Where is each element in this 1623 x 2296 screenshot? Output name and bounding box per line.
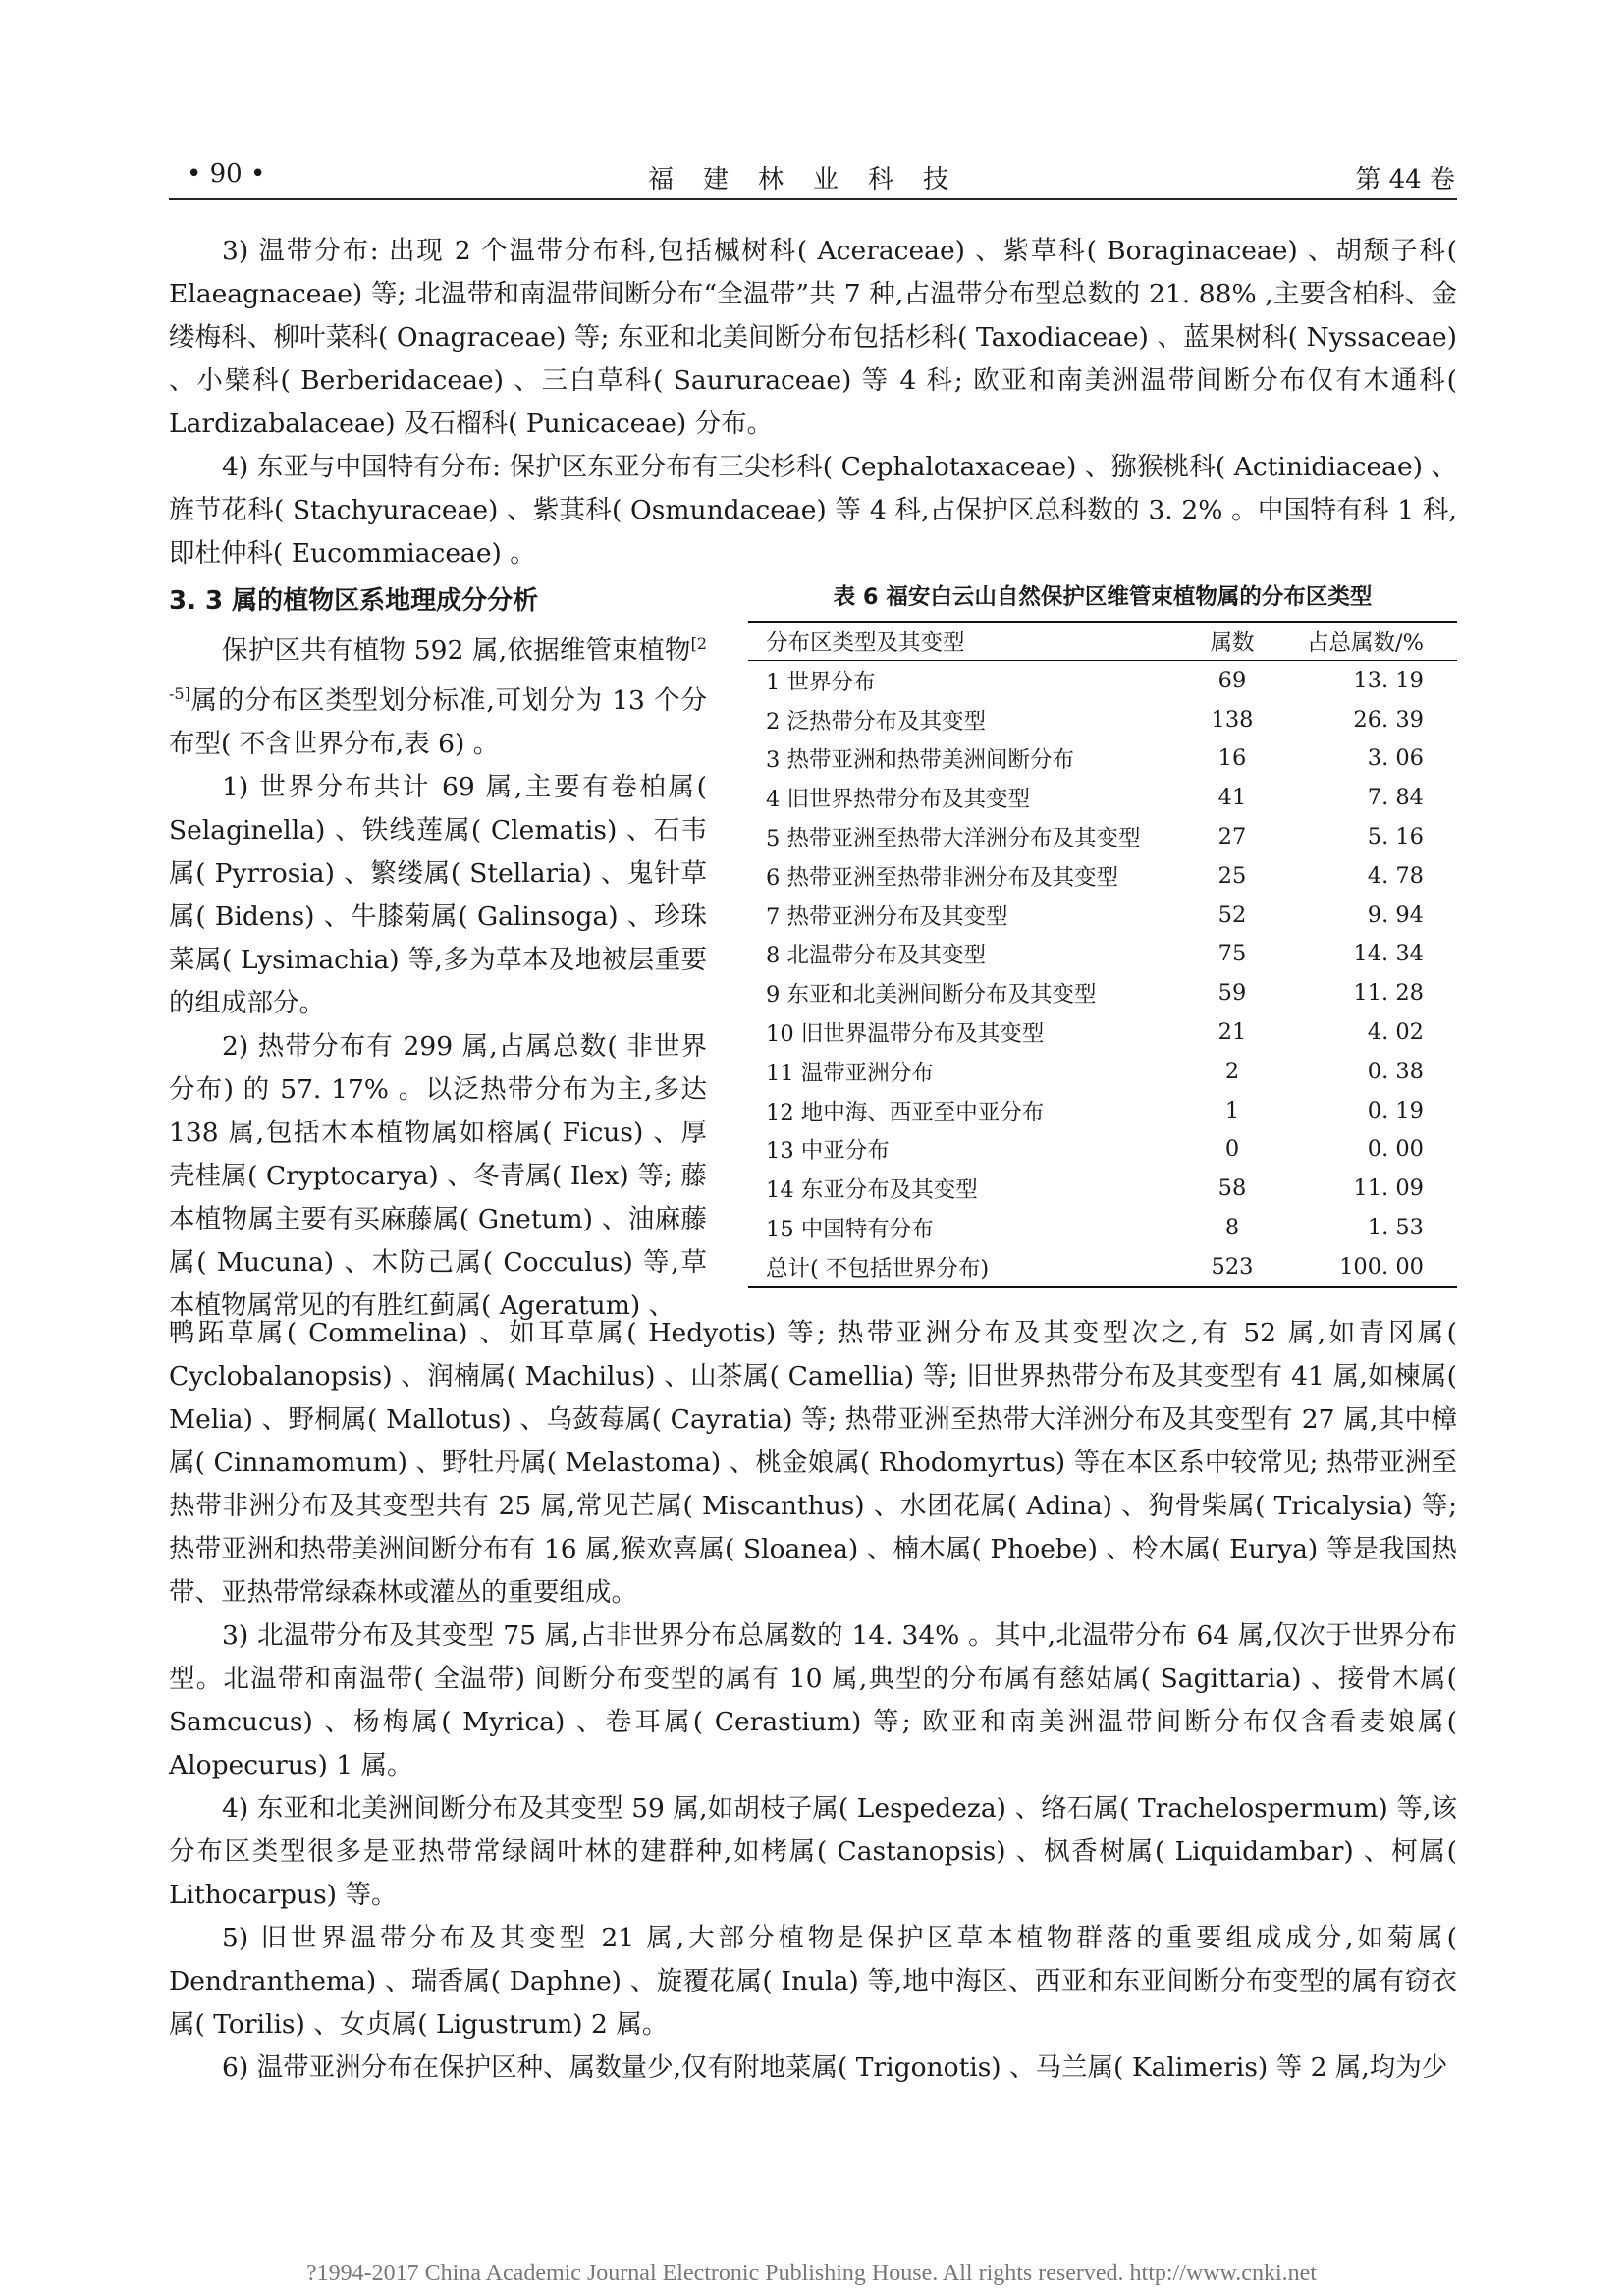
paragraph: 保护区共有植物 592 属,依据维管束植物[2 -5]属的分布区类型划分标准,可划分为 13 个分布型( 不含世界分布,表 6) 。	[169, 634, 707, 759]
table-cell: 0. 38	[1367, 1058, 1424, 1084]
table-cell: 11 温带亚洲分布	[766, 1060, 934, 1086]
table-cell: 523	[1178, 1247, 1286, 1287]
table-row	[748, 1091, 1457, 1130]
table-cell: 8	[1224, 1215, 1240, 1241]
paragraph: 6) 温带亚洲分布在保护区种、属数量少,仅有附地菜属( Trigonotis) 、马兰属( Kalimeris) 等 2 属,均为少	[222, 2052, 1448, 2083]
table-cell: 1. 53	[1367, 1215, 1424, 1241]
table-cell: 1 世界分布	[766, 669, 876, 695]
table-row	[748, 661, 1457, 700]
table-row	[748, 778, 1457, 817]
distribution-table	[748, 621, 1457, 1288]
table-cell: 21	[1217, 1019, 1247, 1046]
table-row	[748, 817, 1457, 856]
table-cell: 4. 78	[1367, 862, 1424, 889]
table-cell: 5. 16	[1367, 824, 1424, 850]
table-cell: 3. 06	[1367, 745, 1424, 772]
copyright-footer: ?1994-2017 China Academic Journal Electronic Publishing House. All rights reserved. http://www.cnki.net	[306, 2261, 1317, 2286]
bottom-text-block	[169, 1312, 1457, 2090]
table-cell: 2 泛热带分布及其变型	[766, 708, 986, 735]
table-cell: 6 热带亚洲至热带非洲分布及其变型	[766, 864, 1118, 891]
table-row	[748, 896, 1457, 935]
table-cell: 8 北温带分布及其变型	[766, 943, 986, 969]
paragraph: 4) 东亚和北美洲间断分布及其变型 59 属,如胡枝子属( Lespedeza) 、络石属( Trachelospermum) 等,该分布区类型很多是亚热带常绿阔叶林的建群种,如栲属( Castanopsis) 、枫香树属( Liquidambar) 、柯属( Lithocarpus) 等。	[169, 1793, 1457, 1910]
table-cell: 7. 84	[1367, 785, 1424, 811]
table-cell: 15 中国特有分布	[766, 1217, 934, 1243]
table-cell: 0	[1224, 1136, 1240, 1163]
paragraph: 5) 旧世界温带分布及其变型 21 属,大部分植物是保护区草本植物群落的重要组成成分,如菊属( Dendranthema) 、瑞香属( Daphne) 、旋覆花属( Inula) 等,地中海区、西亚和东亚间断分布变型的属有窃衣属( Torilis) 、女贞属( Ligustrum) 2 属。	[169, 1923, 1457, 2040]
table-cell: 11. 28	[1353, 980, 1424, 1007]
top-text-block	[169, 230, 1457, 575]
table-row	[748, 1208, 1457, 1247]
table-row	[748, 856, 1457, 896]
table-row	[748, 739, 1457, 779]
volume-label: 第 44 卷	[1355, 165, 1455, 194]
table-cell: 4. 02	[1367, 1019, 1424, 1046]
section-heading: 3. 3 属的植物区系地理成分分析	[169, 586, 539, 616]
table-6	[748, 581, 1457, 1288]
paragraph: 3) 北温带分布及其变型 75 属,占非世界分布总属数的 14. 34% 。其中,北温带分布 64 属,仅次于世界分布型。北温带和南温带( 全温带) 间断分布变型的属有 10 属,典型的分布属有慈姑属( Sagittaria) 、接骨木属( Samcucus) 、杨梅属( Myrica) 、卷耳属( Cerastium) 等; 欧亚和南美洲温带间断分布仅含看麦娘属( Alopecurus) 1 属。	[169, 1620, 1457, 1780]
table-cell: 16	[1217, 745, 1247, 772]
table-cell: 1	[1224, 1097, 1240, 1123]
table-cell: 26. 39	[1353, 706, 1424, 733]
column-header: 分布区类型及其变型	[748, 622, 1178, 661]
table-cell: 3 热带亚洲和热带美洲间断分布	[766, 747, 1074, 774]
table-caption: 表 6 福安白云山自然保护区维管束植物属的分布区类型	[833, 584, 1373, 610]
table-row	[748, 973, 1457, 1012]
table-row	[748, 1169, 1457, 1208]
table-row	[748, 1130, 1457, 1170]
column-header: 属数	[1178, 622, 1286, 661]
table-cell: 2	[1224, 1058, 1240, 1084]
table-cell: 14. 34	[1353, 941, 1424, 967]
table-cell: 5 热带亚洲至热带大洋洲分布及其变型	[766, 826, 1141, 852]
paragraph: 3) 温带分布: 出现 2 个温带分布科,包括槭树科( Aceraceae) 、紫草科( Boraginaceae) 、胡颓子科( Elaeagnaceae) 等; 北温带和南温带间断分布“全温带”共 7 种,占温带分布型总数的 21. 88% ,主要含柏科、金缕梅科、柳叶菜科( Onagraceae) 等; 东亚和北美间断分布包括杉科( Taxodiaceae) 、蓝果树科( Nyssaceae) 、小檗科( Berberidaceae) 、三白草科( Saururaceae) 等 4 科; 欧亚和南美洲温带间断分布仅有木通科( Lardizabalaceae) 及石榴科( Punicaceae) 分布。	[169, 236, 1457, 439]
table-cell: 0. 00	[1367, 1136, 1424, 1163]
table-cell: 9 东亚和北美洲间断分布及其变型	[766, 982, 1097, 1009]
table-row	[748, 935, 1457, 974]
paragraph: 鸭跖草属( Commelina) 、如耳草属( Hedyotis) 等; 热带亚洲分布及其变型次之,有 52 属,如青冈属( Cyclobalanopsis) 、润楠属( Machilus) 、山茶属( Camellia) 等; 旧世界热带分布及其变型有 41 属,如楝属( Melia) 、野桐属( Mallotus) 、乌蔹莓属( Cayratia) 等; 热带亚洲至热带大洋洲分布及其变型有 27 属,其中樟属( Cinnamomum) 、野牡丹属( Melastoma) 、桃金娘属( Rhodomyrtus) 等在本区系中较常见; 热带亚洲至热带非洲分布及其变型共有 25 属,常见芒属( Miscanthus) 、水团花属( Adina) 、狗骨柴属( Tricalysia) 等; 热带亚洲和热带美洲间断分布有 16 属,猴欢喜属( Sloanea) 、楠木属( Phoebe) 、柃木属( Eurya) 等是我国热带、亚热带常绿森林或灌丛的重要组成。	[169, 1318, 1457, 1608]
table-cell: 25	[1217, 862, 1247, 889]
table-cell: 14 东亚分布及其变型	[766, 1177, 978, 1204]
table-cell: 59	[1217, 980, 1247, 1007]
running-header	[169, 155, 1457, 200]
table-cell: 11. 09	[1353, 1175, 1424, 1202]
left-column	[169, 579, 707, 1328]
table-cell: 总计( 不包括世界分布)	[748, 1247, 1178, 1287]
table-cell: 41	[1217, 785, 1247, 811]
table-cell: 4 旧世界热带分布及其变型	[766, 787, 1030, 813]
table-cell: 69	[1217, 667, 1247, 693]
column-header: 占总属数/%	[1286, 622, 1457, 661]
page-number: • 90 •	[187, 159, 266, 189]
table-cell: 75	[1217, 941, 1247, 967]
table-cell: 100. 00	[1286, 1247, 1457, 1287]
journal-title: 福建林业科技	[647, 165, 978, 194]
paragraph: 4) 东亚与中国特有分布: 保护区东亚分布有三尖杉科( Cephalotaxaceae) 、猕猴桃科( Actinidiaceae) 、旌节花科( Stachyuraceae) 、紫萁科( Osmundaceae) 等 4 科,占保护区总科数的 3. 2% 。中国特有科 1 科,即杜仲科( Eucommiaceae) 。	[169, 452, 1457, 569]
table-cell: 58	[1217, 1175, 1247, 1202]
table-cell: 13. 19	[1353, 667, 1424, 693]
table-cell: 12 地中海、西亚至中亚分布	[766, 1099, 1045, 1125]
table-cell: 13 中亚分布	[766, 1138, 890, 1165]
paragraph: 1) 世界分布共计 69 属,主要有卷柏属( Selaginella) 、铁线莲属( Clematis) 、石韦属( Pyrrosia) 、繁缕属( Stellaria) 、鬼针草属( Bidens) 、牛膝菊属( Galinsoga) 、珍珠菜属( Lysimachia) 等,多为草本及地被层重要的组成部分。	[169, 771, 707, 1018]
table-row	[748, 1247, 1457, 1287]
table-cell: 9. 94	[1367, 902, 1424, 928]
table-cell: 7 热带亚洲分布及其变型	[766, 903, 1008, 930]
citation: [2 -5]	[169, 634, 707, 703]
table-cell: 52	[1217, 902, 1247, 928]
table-header-row	[748, 622, 1457, 661]
table-cell: 0. 19	[1367, 1097, 1424, 1123]
table-row	[748, 1012, 1457, 1052]
table-cell: 27	[1217, 824, 1247, 850]
table-cell: 138	[1211, 706, 1254, 733]
table-cell: 10 旧世界温带分布及其变型	[766, 1021, 1045, 1048]
paragraph: 2) 热带分布有 299 属,占属总数( 非世界分布) 的 57. 17% 。以泛热带分布为主,多达 138 属,包括木本植物属如榕属( Ficus) 、厚壳桂属( Cryptocarya) 、冬青属( Ilex) 等; 藤本植物属主要有买麻藤属( Gnetum) 、油麻藤属( Mucuna) 、木防己属( Cocculus) 等,草本植物属常见的有胜红蓟属( Ageratum) 、	[169, 1030, 707, 1321]
table-row	[748, 700, 1457, 739]
table-row	[748, 1052, 1457, 1091]
